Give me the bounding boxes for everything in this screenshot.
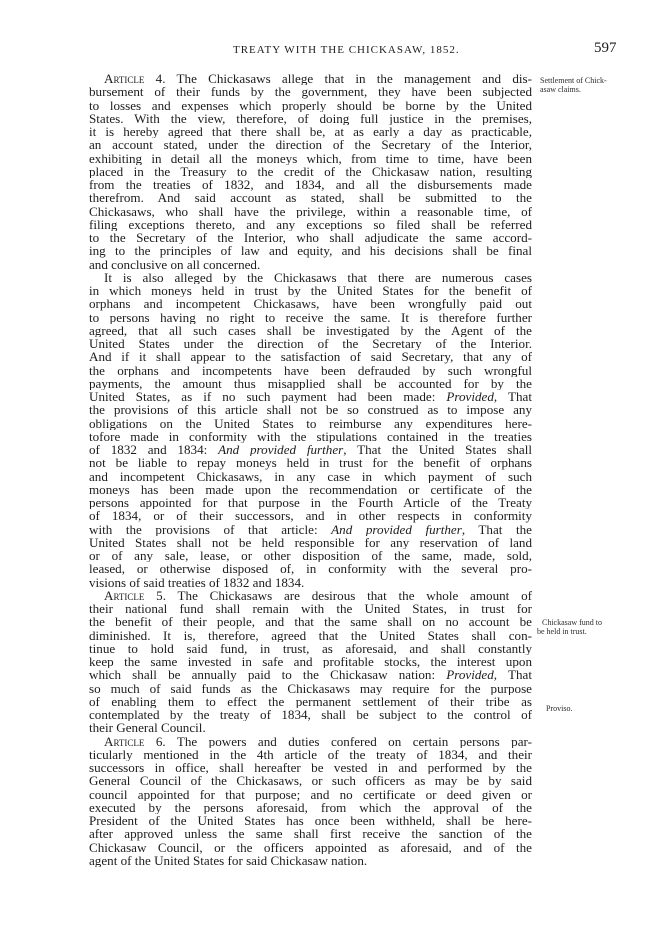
text-line: filing exceptions thereto, and any exceptions so filed shall be referred xyxy=(89,217,532,231)
text-line: Article 6. The powers and duties confered on certain persons par- xyxy=(104,734,532,748)
text-line: therefrom. And said account as stated, shall be submitted to the xyxy=(89,191,532,205)
paragraph xyxy=(89,271,532,589)
text-line: persons appointed for that purpose in the Fourth Article of the Treaty xyxy=(89,496,532,510)
text-line: Chickasaws, who shall have the privilege, within a reasonable time, of xyxy=(89,204,532,218)
margin-note-settlement xyxy=(540,77,607,94)
text-line: States. With the view, therefore, of doing full justice in the premises, xyxy=(89,111,532,125)
text-line: exhibiting in detail all the moneys which, from time to time, have been xyxy=(89,151,532,165)
text-line: council appointed for that purpose; and no certificate or deed given or xyxy=(89,787,532,801)
text-line: ing to the principles of law and equity, and his decisions shall be final xyxy=(89,244,532,258)
text-line: to persons having no right to receive the same. It is therefore further xyxy=(89,310,532,324)
text-line: United States shall not be held responsible for any reservation of land xyxy=(89,535,532,549)
text-line: tinue to hold said fund, in trust, as aforesaid, and shall constantly xyxy=(89,641,532,655)
text-line: or of any sale, lease, or other disposition of the same, made, sold, xyxy=(89,549,532,563)
text-line: General Council of the Chickasaws, or such officers as may be by said xyxy=(89,774,532,788)
text-line: visions of said treaties of 1832 and 1834. xyxy=(89,575,305,589)
margin-note-proviso xyxy=(546,705,572,714)
margin-note-line: Proviso. xyxy=(546,704,573,713)
margin-note-line: be held in trust. xyxy=(537,626,587,636)
text-line: of 1832 and 1834: And provided further, That the United States shall xyxy=(89,443,532,457)
text-line: It is also alleged by the Chickasaws that there are numerous cases xyxy=(104,270,532,284)
text-line: obligations on the United States to reimburse any expenditures here- xyxy=(89,416,532,430)
text-line: after approved unless the same shall first receive the sanction of the xyxy=(89,827,532,841)
article-label: Article 6. xyxy=(104,734,166,748)
text-line: And if it shall appear to the satisfaction of said Secretary, that any of xyxy=(89,350,532,364)
text-line: United States under the direction of the Secretary of the Interior. xyxy=(89,337,532,351)
text-line: and conclusive on all concerned. xyxy=(89,257,261,271)
margin-note-trust-fund xyxy=(537,619,602,636)
text-line: an account stated, under the direction of the Secretary of the Interior, xyxy=(89,138,532,152)
text-line: keep the same invested in safe and profitable stocks, the interest upon xyxy=(89,655,532,669)
margin-note-line: asaw claims. xyxy=(540,84,581,94)
paragraph xyxy=(89,735,532,868)
text-line: agreed, that all such cases shall be investigated by the Agent of the xyxy=(89,323,532,337)
text-line: their national fund shall remain with the United States, in trust for xyxy=(89,602,532,616)
margin-note-line: Chickasaw fund to xyxy=(542,618,602,627)
text-line: so much of said funds as the Chickasaws may require for the purpose xyxy=(89,681,532,695)
text-line: moneys has been made upon the recommendation or certificate of the xyxy=(89,482,532,496)
text-line: payments, the amount thus misapplied shall be accounted for by the xyxy=(89,376,532,390)
text-line: Article 5. The Chickasaws are desirous that the whole amount of xyxy=(104,588,532,602)
text-line: ticularly mentioned in the 4th article of the treaty of 1834, and their xyxy=(89,747,532,761)
article-label: Article 4. xyxy=(104,72,166,86)
text-line: placed in the Treasury to the credit of the Chickasaw nation, resulting xyxy=(89,164,532,178)
text-line: which shall be annually paid to the Chickasaw nation: Provided, That xyxy=(89,668,532,682)
paragraph xyxy=(89,589,532,735)
text-line: from the treaties of 1832, and 1834, and all the disbursements made xyxy=(89,178,532,192)
margin-note-line: Settlement of Chick- xyxy=(540,76,607,85)
text-line: bursement of their funds by the government, they have been subjected xyxy=(89,85,532,99)
text-line: of 1834, or of their successors, and in other respects in conformity xyxy=(89,509,532,523)
text-line: contemplated by the treaty of 1834, shall be subject to the control of xyxy=(89,708,532,722)
text-line: the benefit of their people, and that the same shall on no account be xyxy=(89,615,532,629)
text-line: executed by the persons aforesaid, from which the approval of the xyxy=(89,800,532,814)
article-label: Article 5. xyxy=(104,588,166,602)
text-line: of enabling them to effect the permanent settlement of their tribe as xyxy=(89,694,532,708)
page-number: 597 xyxy=(594,40,617,56)
text-line: diminished. It is, therefore, agreed that the United States shall con- xyxy=(89,628,532,642)
text-line: Chickasaw Council, or the officers appointed as aforesaid, and of the xyxy=(89,840,532,854)
text-line: tofore made in conformity with the stipulations contained in the treaties xyxy=(89,429,532,443)
treaty-body-text xyxy=(89,72,532,867)
text-line: President of the United States has once been withheld, shall be here- xyxy=(89,814,532,828)
text-line: successors in office, shall hereafter be vested in and performed by the xyxy=(89,761,532,775)
text-line: it is hereby agreed that there shall be, at as early a day as practicable, xyxy=(89,125,532,139)
text-line: United States, as if no such payment had been made: Provided, That xyxy=(89,390,532,404)
text-line: their General Council. xyxy=(89,721,206,735)
text-line: with the provisions of that article: And provided further, That the xyxy=(89,522,532,536)
paragraph xyxy=(89,72,532,271)
text-line: to losses and expenses which properly should be borne by the United xyxy=(89,98,532,112)
text-line: to the Secretary of the Interior, who shall adjudicate the same accord- xyxy=(89,231,532,245)
text-line: and incompetent Chickasaws, in any case in which payment of such xyxy=(89,469,532,483)
text-line: orphans and incompetent Chickasaws, have been wrongfully paid out xyxy=(89,297,532,311)
text-line: the provisions of this article shall not be so construed as to impose any xyxy=(89,403,532,417)
text-line: the orphans and incompetents have been defrauded by such wrongful xyxy=(89,363,532,377)
text-line: Article 4. The Chickasaws allege that in the management and dis- xyxy=(104,72,532,86)
running-head: TREATY WITH THE CHICKASAW, 1852. xyxy=(233,44,460,56)
text-line: leased, or otherwise disposed of, in conformity with the several pro- xyxy=(89,562,532,576)
text-line: in which moneys held in trust by the United States for the benefit of xyxy=(89,284,532,298)
text-line: not be liable to repay moneys held in trust for the benefit of orphans xyxy=(89,456,532,470)
text-line: agent of the United States for said Chickasaw nation. xyxy=(89,853,368,867)
